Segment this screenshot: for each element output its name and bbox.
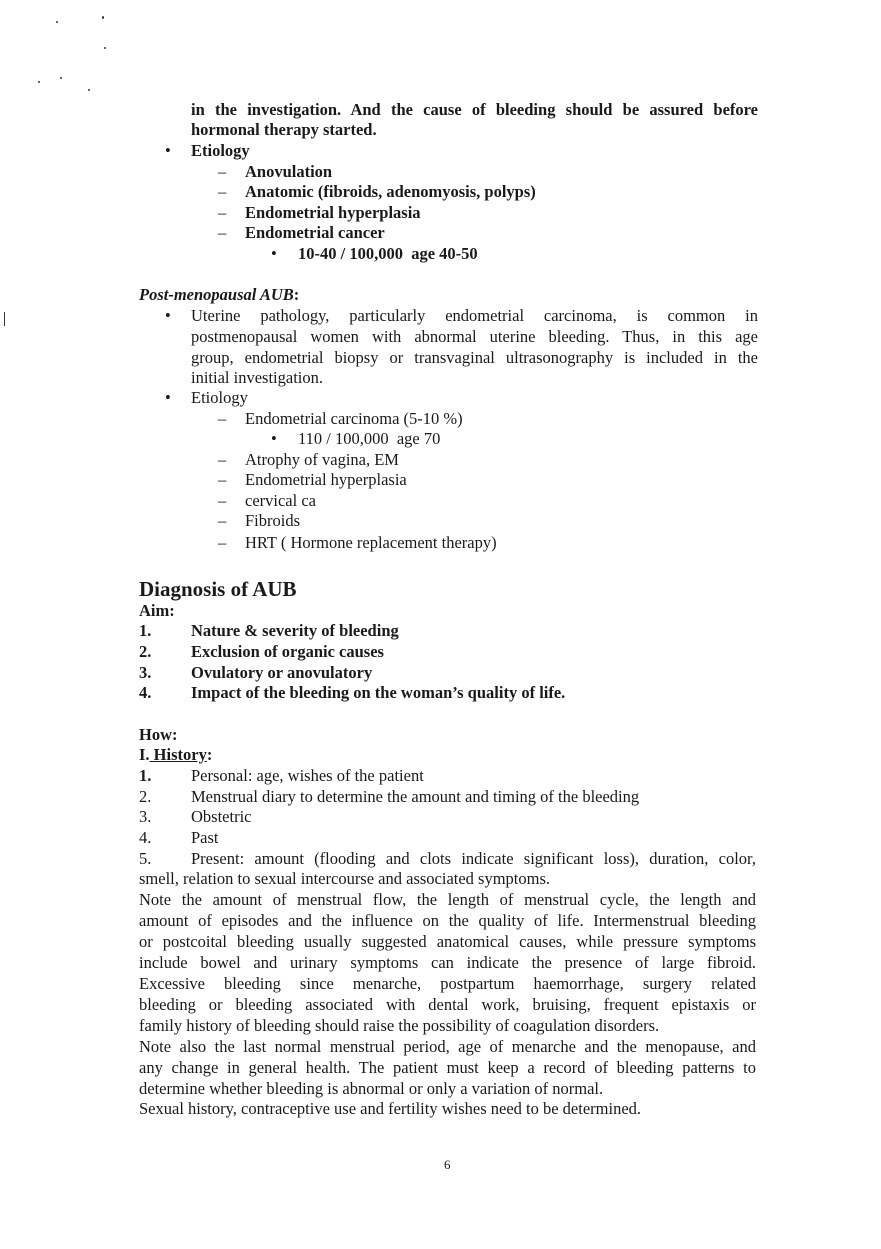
scan-speck (60, 77, 62, 79)
dash-icon: – (218, 470, 227, 489)
etiology-sub-item: 110 / 100,000 age 70 (298, 429, 441, 448)
dash-icon: – (218, 409, 227, 428)
note-line: amount of episodes and the influence on the quality of life. Intermenstrual bleeding (139, 911, 756, 930)
history-item: Past (191, 828, 219, 847)
sexual-history-line: Sexual history, contraceptive use and fertility wishes need to be determined. (139, 1099, 642, 1118)
etiology-item: Endometrial cancer (245, 223, 385, 242)
scan-speck (88, 89, 90, 91)
history-colon: : (206, 745, 213, 764)
history-number: 1. (139, 766, 152, 785)
note-line: Note the amount of menstrual flow, the length of menstrual cycle, the length and (139, 890, 756, 909)
history-item: Obstetric (191, 807, 252, 826)
note-line: include bowel and urinary symptoms can indicate the presence of large fibroid. (139, 953, 756, 972)
aim-number: 1. (139, 621, 152, 640)
bullet-icon: • (271, 244, 277, 263)
etiology-item: Atrophy of vagina, EM (245, 450, 399, 469)
history-label: History (149, 745, 207, 764)
etiology-label: Etiology (191, 388, 248, 407)
heading-colon: : (293, 285, 300, 304)
bullet-icon: • (165, 306, 171, 325)
aim-item: Exclusion of organic causes (191, 642, 384, 661)
etiology-item: Anatomic (fibroids, adenomyosis, polyps) (245, 182, 536, 201)
intro-line: in the investigation. And the cause of bleeding should be assured before (191, 100, 758, 119)
etiology-item: cervical ca (245, 491, 316, 510)
scan-speck (102, 16, 104, 19)
history-item: Present: amount (flooding and clots indicate significant loss), duration, color, (191, 849, 756, 868)
paragraph-line: Uterine pathology, particularly endometrial carcinoma, is common in (191, 306, 758, 325)
note-line: Note also the last normal menstrual period, age of menarche and the menopause, and (139, 1037, 756, 1056)
history-item: Personal: age, wishes of the patient (191, 766, 424, 785)
aim-number: 4. (139, 683, 152, 702)
post-menopausal-title: Post-menopausal AUB (139, 285, 294, 304)
aim-number: 2. (139, 642, 152, 661)
dash-icon: – (218, 203, 227, 222)
etiology-item: Endometrial hyperplasia (245, 470, 407, 489)
history-number: 2. (139, 787, 152, 806)
history-number: 4. (139, 828, 152, 847)
etiology-item: Endometrial hyperplasia (245, 203, 421, 222)
how-label: How: (139, 725, 178, 744)
etiology-label: Etiology (191, 141, 250, 160)
dash-icon: – (218, 533, 227, 552)
page-number: 6 (444, 1157, 451, 1172)
scan-speck (4, 312, 5, 326)
scan-speck (56, 21, 58, 23)
etiology-item: Anovulation (245, 162, 333, 181)
scan-speck (38, 81, 40, 83)
dash-icon: – (218, 491, 227, 510)
history-number: 3. (139, 807, 152, 826)
intro-line: hormonal therapy started. (191, 120, 377, 139)
bullet-icon: • (165, 388, 171, 407)
history-item-continued: smell, relation to sexual intercourse and associated symptoms. (139, 869, 551, 888)
note-line: any change in general health. The patient must keep a record of bleeding patterns to (139, 1058, 756, 1077)
bullet-icon: • (165, 141, 171, 160)
etiology-item: Fibroids (245, 511, 301, 530)
note-line: determine whether bleeding is abnormal or only a variation of normal. (139, 1079, 604, 1098)
scan-speck (104, 47, 106, 49)
paragraph-line: initial investigation. (191, 368, 323, 387)
dash-icon: – (218, 450, 227, 469)
note-line: Excessive bleeding since menarche, postpartum haemorrhage, surgery related (139, 974, 756, 993)
aim-label: Aim: (139, 601, 175, 620)
bullet-icon: • (271, 429, 277, 448)
note-line: or postcoital bleeding usually suggested anatomical causes, while pressure symptoms (139, 932, 756, 951)
dash-icon: – (218, 162, 227, 181)
aim-item: Nature & severity of bleeding (191, 621, 399, 640)
history-number: I. (139, 745, 150, 764)
aim-item: Impact of the bleeding on the woman’s quality of life. (191, 683, 566, 702)
etiology-sub-item: 10-40 / 100,000 age 40-50 (298, 244, 478, 263)
dash-icon: – (218, 511, 227, 530)
note-line: family history of bleeding should raise the possibility of coagulation disorders. (139, 1016, 660, 1035)
aim-number: 3. (139, 663, 152, 682)
note-line: bleeding or bleeding associated with dental work, bruising, frequent epistaxis or (139, 995, 756, 1014)
dash-icon: – (218, 223, 227, 242)
aim-item: Ovulatory or anovulatory (191, 663, 373, 682)
paragraph-line: postmenopausal women with abnormal uterine bleeding. Thus, in this age (191, 327, 758, 346)
post-menopausal-heading (139, 287, 299, 304)
paragraph-line: group, endometrial biopsy or transvaginal ultrasonography is included in the (191, 348, 758, 367)
etiology-item: Endometrial carcinoma (5-10 %) (245, 409, 463, 428)
history-number: 5. (139, 849, 152, 868)
history-heading (139, 747, 212, 764)
dash-icon: – (218, 182, 227, 201)
history-item: Menstrual diary to determine the amount and timing of the bleeding (191, 787, 640, 806)
etiology-item: HRT ( Hormone replacement therapy) (245, 533, 497, 552)
diagnosis-title: Diagnosis of AUB (139, 577, 297, 601)
